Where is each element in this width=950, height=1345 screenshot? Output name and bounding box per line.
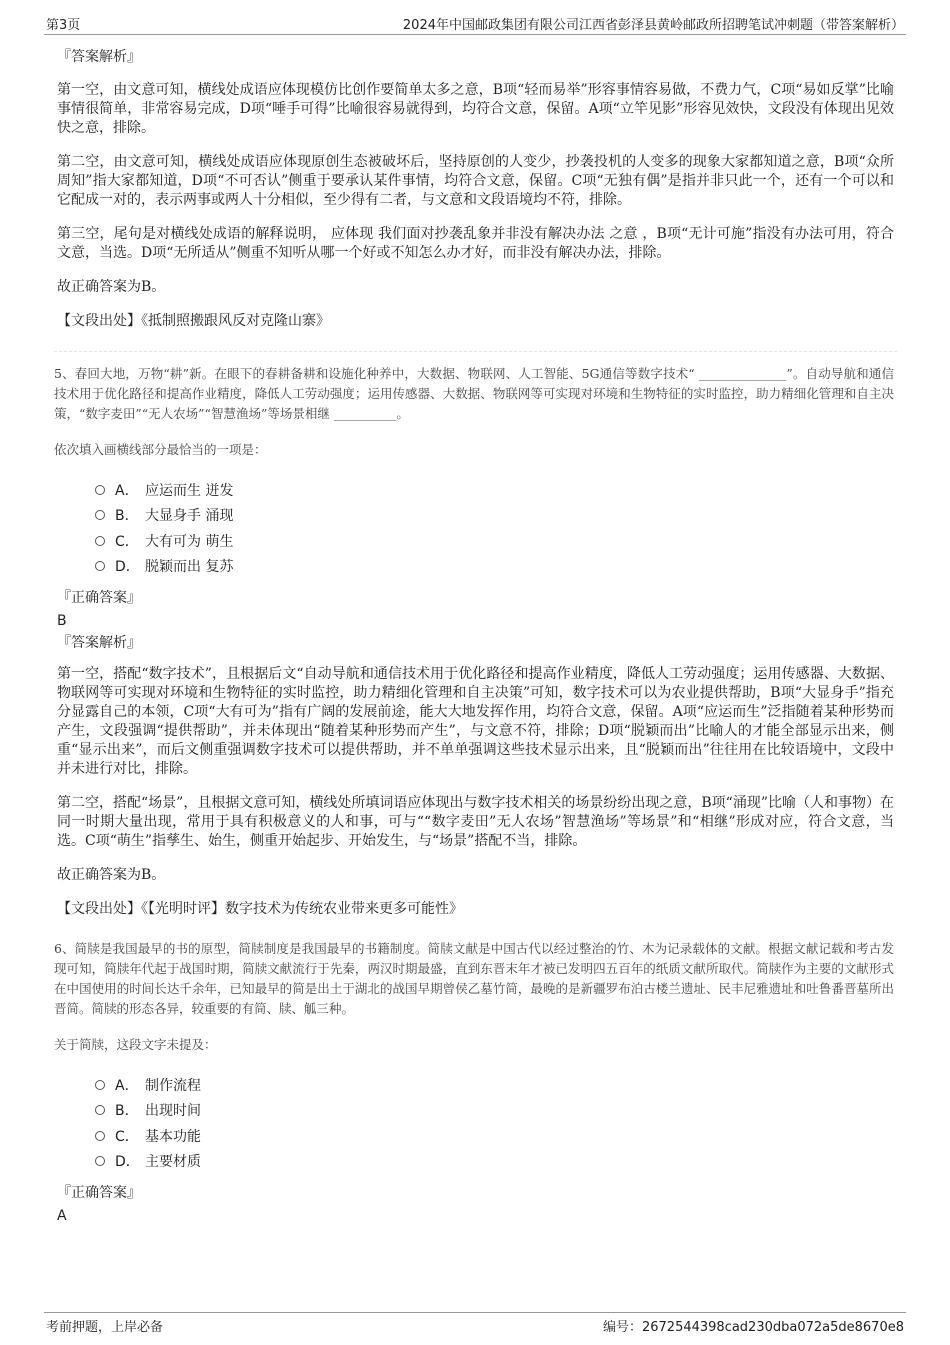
footer-slogan: 考前押题，上岸必备 <box>46 1320 164 1335</box>
option-letter: C． <box>115 533 139 550</box>
document-title: 2024年中国邮政集团有限公司江西省彭泽县黄岭邮政所招聘笔试冲刺题（带答案解析） <box>402 18 904 33</box>
q4-analysis-p1: 第一空，由文意可知，横线处成语应体现模仿比创作要简单太多之意，B项“轻而易举”形容事情容易做，不费力气，C项“易如反掌”比喻事情很简单，非常容易完成，D项“唾手可得”比喻很容易就得到，均符合文意，保留。A项“立竿见影”形容见效快，文段没有体现出见效快之意，排除。 <box>57 82 894 136</box>
q6-answer-label: 『正确答案』 <box>57 1185 141 1201</box>
q6-option-d[interactable] <box>95 1149 894 1175</box>
q5-analysis-label: 『答案解析』 <box>57 635 141 651</box>
q4-source: 【文段出处】《抵制照搬跟风反对克隆山寨》 <box>57 313 330 329</box>
option-text: 出现时间 <box>145 1103 201 1120</box>
option-letter: B． <box>115 1103 139 1120</box>
q6-answer: A <box>57 1208 67 1224</box>
radio-icon[interactable] <box>95 510 105 520</box>
option-letter: A． <box>115 482 139 499</box>
radio-icon[interactable] <box>95 1131 105 1141</box>
q4-analysis-p3: 第三空，尾句是对横线处成语的解释说明， 应体现 我们面对抄袭乱象并非没有解决办法 之意 ，B项“无计可施”指没有办法可用，符合文意，当选。D项“无所适从”侧重不知听从哪一个好或不知怎么办才好，而非没有解决办法，排除。 <box>57 226 894 261</box>
radio-icon[interactable] <box>95 1156 105 1166</box>
radio-icon[interactable] <box>95 485 105 495</box>
q4-conclusion: 故正确答案为B。 <box>57 279 166 295</box>
q6-option-a[interactable] <box>95 1072 894 1098</box>
radio-icon[interactable] <box>95 1080 105 1090</box>
section-divider <box>54 351 897 352</box>
q6-option-c[interactable] <box>95 1123 894 1149</box>
q5-question-text: 5、春回大地，万物“耕”新。在眼下的春耕备耕和设施化种养中，大数据、物联网、人工智能、5G通信等数字技术“ ______________”。自动导航和通信技术用于优化路径和提高作业精度，降低人工劳动强度；运用传感器、大数据、物联网等可实现对环境和生物特征的实时监控，助力精细化管理和自主决策，“数字麦田”“无人农场”“智慧渔场”等场景相继 __________。 <box>54 366 894 421</box>
radio-icon[interactable] <box>95 536 105 546</box>
q6-question-text: 6、简牍是我国最早的书的原型，简牍制度是我国最早的书籍制度。简牍文献是中国古代以经过整治的竹、木为记录载体的文献。根据文献记载和考古发现可知，简牍年代起于战国时期，简牍文献流行于先秦，两汉时期最盛，直到东晋末年才被已发明四五百年的纸质文献所取代。简牍作为主要的文献形式在中国使用的时间长达千余年，已知最早的简是出土于湖北的战国早期曾侯乙墓竹简，最晚的是新疆罗布泊古楼兰遗址、民丰尼雅遗址和吐鲁番晋墓所出晋简。简牍的形态各异，较重要的有简、牍、觚三种。 <box>54 941 894 1016</box>
q5-option-d[interactable] <box>95 554 894 580</box>
option-text: 基本功能 <box>145 1128 201 1145</box>
option-letter: A． <box>115 1077 139 1094</box>
page-footer <box>44 1312 906 1337</box>
q5-option-a[interactable] <box>95 477 894 503</box>
option-text: 大显身手 涌现 <box>145 508 234 525</box>
q5-answer-label: 『正确答案』 <box>57 590 141 606</box>
q4-analysis-p2: 第二空，由文意可知，横线处成语应体现原创生态被破坏后，坚持原创的人变少，抄袭投机的人变多的现象大家都知道之意，B项“众所周知”指大家都知道，D项“不可否认”侧重于要承认某件事情，均符合文意，保留。C项“无独有偶”是指并非只此一个，还有一个可以和它配成一对的，表示两事或两人十分相似，至少得有二者，与文意和文段语境均不符，排除。 <box>57 154 894 208</box>
q5-answer: B <box>57 613 67 629</box>
q6-prompt: 关于简牍，这段文字未提及： <box>54 1037 217 1052</box>
document-id: 编号：2672544398cad230dba072a5de8670e8 <box>602 1320 904 1335</box>
option-letter: D． <box>115 1154 140 1171</box>
page-number: 第3页 <box>46 18 81 33</box>
option-letter: B． <box>115 508 139 525</box>
q5-source: 【文段出处】《【光明时评】数字技术为传统农业带来更多可能性》 <box>57 901 463 917</box>
q6-options <box>95 1072 894 1174</box>
option-text: 脱颖而出 复苏 <box>145 559 234 576</box>
q5-option-b[interactable] <box>95 503 894 529</box>
option-text: 主要材质 <box>145 1154 201 1171</box>
q5-conclusion: 故正确答案为B。 <box>57 867 166 883</box>
option-text: 制作流程 <box>145 1077 201 1094</box>
option-text: 应运而生 迸发 <box>145 482 234 499</box>
document-body <box>54 44 894 1229</box>
q5-analysis-p1: 第一空，搭配“数字技术”，且根据后文“自动导航和通信技术用于优化路径和提高作业精度，降低人工劳动强度；运用传感器、大数据、物联网等可实现对环境和生物特征的实时监控，助力精细化管理和自主决策”可知，数字技术可以为农业提供帮助，B项“大显身手”指充分显露自己的本领，C项“大有可为”指有广阔的发展前途，能大大地发挥作用，均符合文意，保留。A项“应运而生”泛指随着某种形势而产生，文段强调“提供帮助”，并未体现出“随着某种形势而产生”，与文意不符，排除；D项“脱颖而出”比喻人的才能全部显示出来，侧重“显示出来”，而后文侧重强调数字技术可以提供帮助，并不单单强调这些技术显示出来，且“脱颖而出”往往用在比较语境中，文段中并未进行对比，排除。 <box>57 666 894 777</box>
q5-analysis-p2: 第二空，搭配“场景”，且根据文意可知，横线处所填词语应体现出与数字技术相关的场景纷纷出现之意，B项“涌现”比喻（人和事物）在同一时期大量出现，常用于具有积极意义的人和事，可与““数字麦田”无人农场”智慧渔场”等场景”和“相继”形成对应，符合文意，当选。C项“萌生”指孳生、始生，侧重开始起步、开始发生，与“场景”搭配不当，排除。 <box>57 795 894 849</box>
option-letter: C． <box>115 1128 139 1145</box>
page-header <box>44 12 906 35</box>
radio-icon[interactable] <box>95 1105 105 1115</box>
radio-icon[interactable] <box>95 561 105 571</box>
q5-options <box>95 477 894 579</box>
q6-option-b[interactable] <box>95 1098 894 1124</box>
option-text: 大有可为 萌生 <box>145 533 234 550</box>
q4-analysis-label: 『答案解析』 <box>57 49 141 65</box>
option-letter: D． <box>115 559 140 576</box>
q5-prompt: 依次填入画横线部分最恰当的一项是： <box>54 442 267 457</box>
q5-option-c[interactable] <box>95 528 894 554</box>
